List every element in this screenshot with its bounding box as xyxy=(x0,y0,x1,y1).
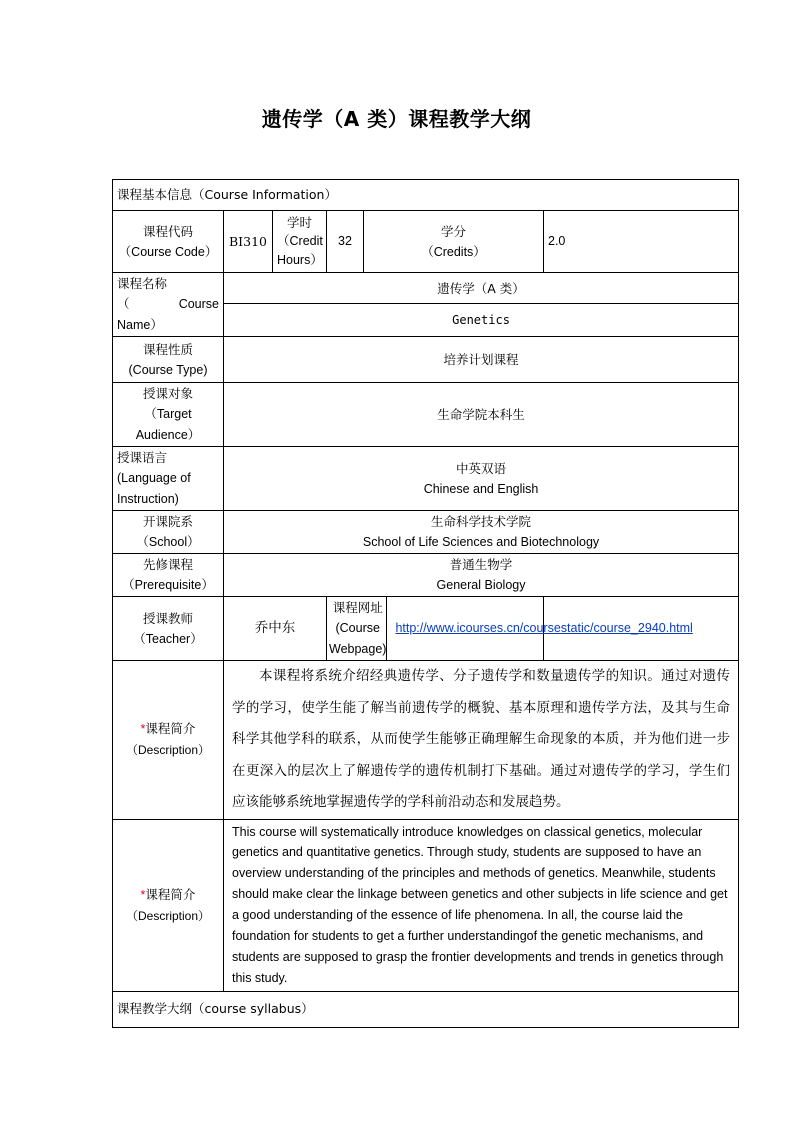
description-en-text: This course will systematically introduce knowledges on classical genetics, molecular genetics and quantitative genetics. Through study, students are supposed to have an overview understanding of the principles and methods of genetics. Meanwhile, students should make clear the linkage between genetics and other subjects in life science and get a good understanding of the essence of life phenomena. In all, the course laid the foundation for students to get a further understandingof the genetic mechanisms, and students are supposed to grasp the frontier developments and trends in genetics through this study. xyxy=(232,824,728,985)
description-label-cn: *课程简介 （Description） xyxy=(113,661,224,820)
course-information-header: 课程基本信息（Course Information） xyxy=(113,180,739,211)
prerequisite-label: 先修课程 （Prerequisite） xyxy=(113,554,224,597)
language-row xyxy=(113,447,739,511)
course-name-en: Genetics xyxy=(224,304,739,337)
webpage-label-text: 课程网址 (Course Webpage) xyxy=(329,597,387,660)
credit-hours-label: 学时 （Credit Hours） xyxy=(273,211,327,273)
course-syllabus-header: 课程教学大纲（course syllabus） xyxy=(113,991,739,1027)
document-title: 遗传学（A 类）课程教学大纲 xyxy=(261,107,532,131)
credits-value: 2.0 xyxy=(544,211,739,273)
description-en-cell xyxy=(224,819,739,991)
course-info-table xyxy=(112,179,739,1028)
credits-label: 学分 （Credits） xyxy=(364,211,544,273)
credit-hours-value: 32 xyxy=(327,211,364,273)
school-value: 生命科学技术学院 School of Life Sciences and Biotechnology xyxy=(224,511,739,554)
description-label-en: *课程简介 （Description） xyxy=(113,819,224,991)
course-code-value: BI310 xyxy=(224,211,273,273)
description-cn-row xyxy=(113,661,739,820)
course-code-label: 课程代码 （Course Code） xyxy=(113,211,224,273)
school-row xyxy=(113,511,739,554)
school-label: 开课院系 （School） xyxy=(113,511,224,554)
description-cn-cell xyxy=(224,661,739,820)
info-header-row xyxy=(113,180,739,211)
teacher-row xyxy=(113,597,739,661)
prerequisite-value: 普通生物学 General Biology xyxy=(224,554,739,597)
audience-row xyxy=(113,383,739,447)
description-en-row xyxy=(113,819,739,991)
webpage-label xyxy=(327,597,693,661)
teacher-label: 授课教师 （Teacher） xyxy=(113,597,224,661)
course-webpage-link[interactable]: http://www.icourses.cn/coursestatic/course_2940.html xyxy=(395,621,693,635)
prerequisite-row xyxy=(113,554,739,597)
code-row xyxy=(113,211,739,273)
description-cn-text: 本课程将系统介绍经典遗传学、分子遗传学和数量遗传学的知识。通过对遗传学的学习，使学生能了解当前遗传学的概貌、基本原理和遗传学方法，及其与生命科学其他学科的联系，从而使学生能够正确理解生命现象的本质，并为他们进一步在更深入的层次上了解遗传学的遗传机制打下基础。通过对遗传学的学习，学生们应该能够系统地掌握遗传学的学科前沿动态和发展趋势。 xyxy=(232,668,731,810)
syllabus-row xyxy=(113,991,739,1027)
language-value: 中英双语 Chinese and English xyxy=(224,447,739,511)
course-name-cn: 遗传学（A 类） xyxy=(224,273,739,304)
target-audience-value: 生命学院本科生 xyxy=(224,383,739,447)
name-row-cn xyxy=(113,273,739,304)
target-audience-label: 授课对象 （Target Audience） xyxy=(113,383,224,447)
language-label: 授课语言 (Language of Instruction) xyxy=(113,447,224,511)
course-type-label: 课程性质 (Course Type) xyxy=(113,337,224,383)
teacher-value: 乔中东 xyxy=(224,597,327,661)
type-row xyxy=(113,337,739,383)
course-type-value: 培养计划课程 xyxy=(224,337,739,383)
course-name-label: 课程名称 （ Course Name） xyxy=(113,273,224,337)
